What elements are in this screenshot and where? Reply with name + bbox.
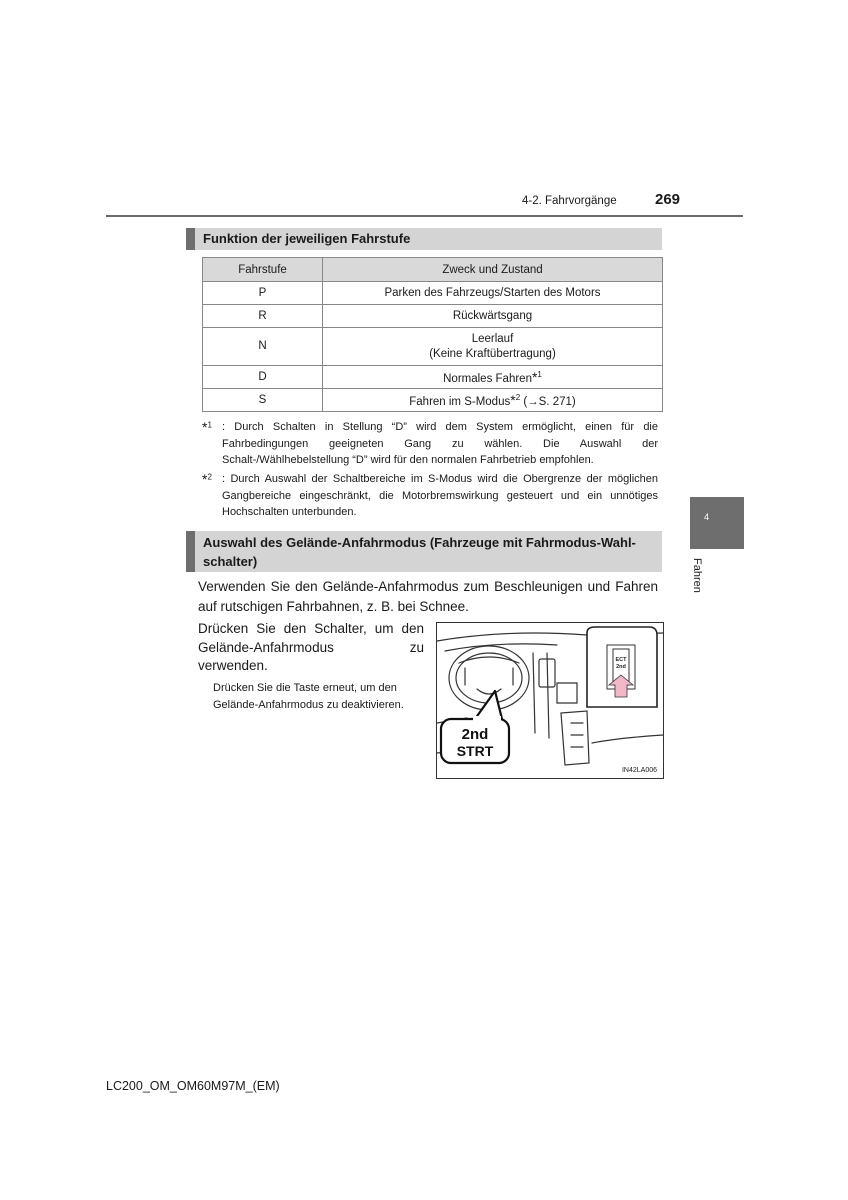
dashboard-illustration bbox=[436, 622, 664, 779]
table-row bbox=[203, 328, 663, 366]
callout-text-line: 2nd bbox=[461, 726, 489, 743]
desc-line: Leerlauf bbox=[471, 332, 514, 345]
chapter-label: Fahren bbox=[691, 558, 703, 593]
asterisk-icon: * bbox=[510, 392, 516, 408]
footnote-ref: 1 bbox=[537, 370, 542, 380]
footnote-2 bbox=[202, 471, 658, 521]
table-cell-gear: N bbox=[203, 328, 323, 366]
gear-table bbox=[202, 257, 663, 412]
dashboard-drawing bbox=[437, 623, 663, 778]
footnote-text: : Durch Auswahl der Schaltbereiche im S-Modus wird die Obergrenze der möglichen Gangbereiche eingeschränkt, die Motorbremswirkung gesteuert und ein unnötiges Hochschalten unterbunden. bbox=[222, 473, 658, 518]
callout-text-line: STRT bbox=[456, 743, 494, 759]
table-cell-desc bbox=[323, 389, 663, 412]
table-cell-desc: Parken des Fahrzeugs/Starten des Motors bbox=[323, 282, 663, 305]
table-cell-gear: D bbox=[203, 366, 323, 389]
table-cell-desc bbox=[323, 328, 663, 366]
instruction-paragraph: Drücken Sie den Schalter, um den Gelände-Anfahrmodus zu verwenden. bbox=[198, 621, 424, 673]
running-header: 4-2. Fahrvorgänge bbox=[522, 195, 617, 207]
sub-instruction: Drücken Sie die Taste erneut, um den Gelände-Anfahrmodus zu deaktivieren. bbox=[213, 682, 404, 711]
footnote-mark: 2 bbox=[207, 472, 212, 482]
table-header-gear: Fahrstufe bbox=[203, 258, 323, 282]
asterisk-icon: * bbox=[202, 419, 208, 435]
asterisk-icon: * bbox=[531, 369, 538, 385]
header-rule bbox=[106, 215, 743, 217]
table-cell-desc bbox=[323, 366, 663, 389]
desc-text: Normales Fahren bbox=[443, 373, 532, 385]
figure-code: IN42LA006 bbox=[621, 767, 657, 774]
table-row bbox=[203, 282, 663, 305]
footnote-ref: 2 bbox=[515, 393, 521, 403]
footnote-text: : Durch Schalten in Stellung “D” wird dem System ermöglicht, einen für die Fahrbedingungen geeigneten Gang zu wählen. Die Auswahl der Schalt-/Wählhebelstellung “D” wird für den normalen Fahrbetrieb empfohlen. bbox=[222, 421, 658, 466]
document-code: LC200_OM_OM60M97M_(EM) bbox=[106, 1079, 280, 1093]
section-title-offroad-start bbox=[186, 531, 662, 572]
chapter-number: 4 bbox=[704, 512, 710, 522]
chapter-tab bbox=[690, 497, 744, 549]
table-cell-gear: S bbox=[203, 389, 323, 412]
table-cell-gear: R bbox=[203, 305, 323, 328]
footnote-mark: 1 bbox=[207, 420, 212, 430]
asterisk-icon: * bbox=[202, 471, 208, 487]
intro-paragraph: Verwenden Sie den Gelände-Anfahrmodus zum Beschleunigen und Fahren auf rutschigen Fahrbahnen, z. B. bei Schnee. bbox=[198, 579, 658, 614]
footnote-1 bbox=[202, 419, 658, 469]
table-cell-gear: P bbox=[203, 282, 323, 305]
section-title-line: Auswahl des Gelände-Anfahrmodus (Fahrzeuge mit Fahrmodus-Wahl- bbox=[203, 535, 636, 550]
table-header-purpose: Zweck und Zustand bbox=[323, 258, 663, 282]
desc-text: Fahren im S-Modus bbox=[409, 396, 511, 408]
table-row bbox=[203, 305, 663, 328]
table-row bbox=[203, 389, 663, 412]
section-title-line: schalter) bbox=[203, 554, 258, 569]
table-header-row bbox=[203, 258, 663, 282]
switch-label-line: ECT bbox=[615, 657, 627, 663]
section-title-gear-functions: Funktion der jeweiligen Fahrstufe bbox=[186, 228, 662, 250]
page-reference: (→S. 271) bbox=[520, 396, 576, 408]
switch-label-line: 2nd bbox=[616, 664, 626, 670]
page-number: 269 bbox=[655, 191, 681, 208]
desc-line: (Keine Kraftübertragung) bbox=[429, 347, 556, 360]
table-cell-desc: Rückwärtsgang bbox=[323, 305, 663, 328]
table-row bbox=[203, 366, 663, 389]
